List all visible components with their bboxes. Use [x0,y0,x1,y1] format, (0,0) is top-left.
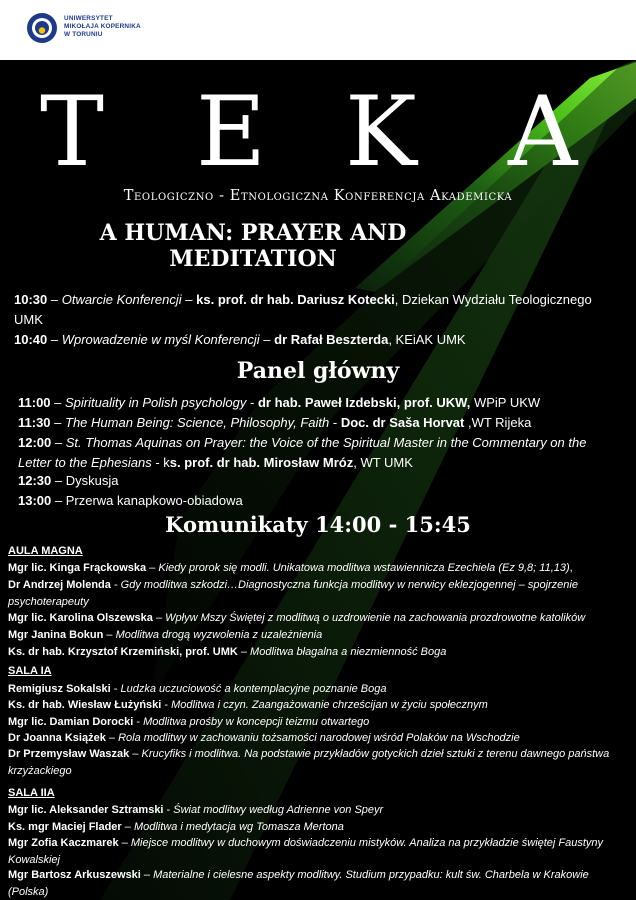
schedule-time: 10:40 [14,332,48,347]
conference-theme [68,220,438,272]
talk-item: Mgr Janina Bokun – Modlitwa drogą wyzwolenia z uzależnienia [8,629,323,641]
schedule-speaker: ks. prof. dr hab. Dariusz Kotecki [196,292,395,307]
talk-item: Dr Joanna Książek – Rola modlitwy w zachowaniu tożsamości narodowej wśród Polaków na Wschodzie [8,732,520,744]
talk-item: Remigiusz Sokalski - Ludzka uczuciowość a kontemplacyjne poznanie Boga [8,683,387,695]
panel-item: 11:30 – The Human Being: Science, Philosophy, Faith - Doc. dr Saša Horvat ,WT Rijeka [18,415,532,430]
title-letter-a: A [508,76,578,188]
header-bar [0,0,636,60]
theme-line-1: A HUMAN: PRAYER AND [99,220,407,246]
panel-item: 12:30 – Dyskusja [18,473,119,488]
talk-item: Mgr Bartosz Arkuszewski – Materialne i cielesne aspekty modlitwy. Studium przypadku: kult św. Charbela w Krakowie (Polska) [8,869,589,898]
talk-item: Mgr Zofia Kaczmarek – Miejsce modlitwy w duchowym doświadczeniu mistyków. Analiza na przykładzie świętej Faustyny Kowalskiej [8,837,604,866]
talk-item: Dr Przemysław Waszak – Krucyfiks i modlitwa. Na podstawie przykładów gotyckich dzieł sztuki z terenu dawnego państwa krzyżackiego [8,748,610,777]
university-name [64,15,141,39]
talk-item: Mgr lic. Karolina Olszewska – Wpływ Mszy Świętej z modlitwą o uzdrowienie na zachowania prozdrowotne katolików [8,612,586,624]
talk-item: Mgr lic. Aleksander Sztramski - Świat modlitwy według Adrienne von Speyr [8,804,384,816]
talk-item: Ks. dr hab. Krzysztof Krzemiński, prof. UMK – Modlitwa błagalna a niezmienność Boga [8,646,447,658]
talk-item: Dr Andrzej Molenda - Gdy modlitwa szkodzi…Diagnostyczna funkcja modlitwy w nerwicy eklezjogennej – spojrzenie psychoterapeuty [8,579,578,608]
talk-item: Mgr lic. Kinga Frąckowska – Kiedy prorok się modli. Unikatowa modlitwa wstawiennicza Ezechiela (Ez 9,8; 11,13), [8,562,573,574]
schedule-title: Wprowadzenie w myśl Konferencji [61,332,260,347]
title-letter-e: E [196,76,267,188]
talk-item: Ks. dr hab. Wiesław Łużyński - Modlitwa i czyn. Zaangażowanie chrześcijan w życiu społecznym [8,699,488,711]
session-heading-aula-magna: AULA MAGNA [8,545,83,557]
schedule-affiliation: , Dziekan Wydziału Teologicznego UMK [14,292,592,327]
komunikaty-title: Komunikaty 14:00 - 15:45 [165,512,471,537]
talk-item: Mgr lic. Damian Dorocki - Modlitwa prośby w koncepcji teizmu otwartego [8,716,370,728]
logo-line-1: UNIWERSYTET [64,15,113,22]
schedule-item-opening: 10:30 – Otwarcie Konferencji – ks. prof. dr hab. Dariusz Kotecki, Dziekan Wydziału Teologicznego UMK [14,292,592,327]
panel-title: Panel główny [236,358,400,384]
title-letter-t: T [40,76,105,188]
conference-subtitle: Teologiczno - Etnologiczna Konferencja Akademicka [123,188,513,204]
panel-item: 11:00 – Spirituality in Polish psychology - dr hab. Paweł Izdebski, prof. UKW, WPiP UKW [18,395,541,410]
schedule-item-introduction: 10:40 – Wprowadzenie w myśl Konferencji – dr Rafał Beszterda, KEiAK UMK [14,332,466,347]
university-logo-icon [26,12,58,44]
schedule-speaker: dr Rafał Beszterda [274,332,389,347]
schedule-title: Otwarcie Konferencji [61,292,182,307]
theme-line-2: MEDITATION [169,246,337,272]
panel-item: 12:00 – St. Thomas Aquinas on Prayer: the Voice of the Spiritual Master in the Commentary on the Letter to the Ephesians - ks. prof. dr hab. Mirosław Mróz, WT UMK [18,435,587,470]
title-letter-k: K [345,76,417,188]
logo-line-2: MIKOŁAJA KOPERNIKA [64,23,141,30]
panel-item: 13:00 – Przerwa kanapkowo-obiadowa [18,493,243,508]
schedule-time: 10:30 [14,292,48,307]
talk-item: Ks. mgr Maciej Flader – Modlitwa i medytacja wg Tomasza Mertona [8,821,344,833]
session-heading-sala-ia: SALA IA [8,665,52,677]
session-heading-sala-iia: SALA IIA [8,787,55,799]
logo-line-3: W TORUNIU [64,31,103,38]
schedule-affiliation: , KEiAK UMK [388,332,466,347]
